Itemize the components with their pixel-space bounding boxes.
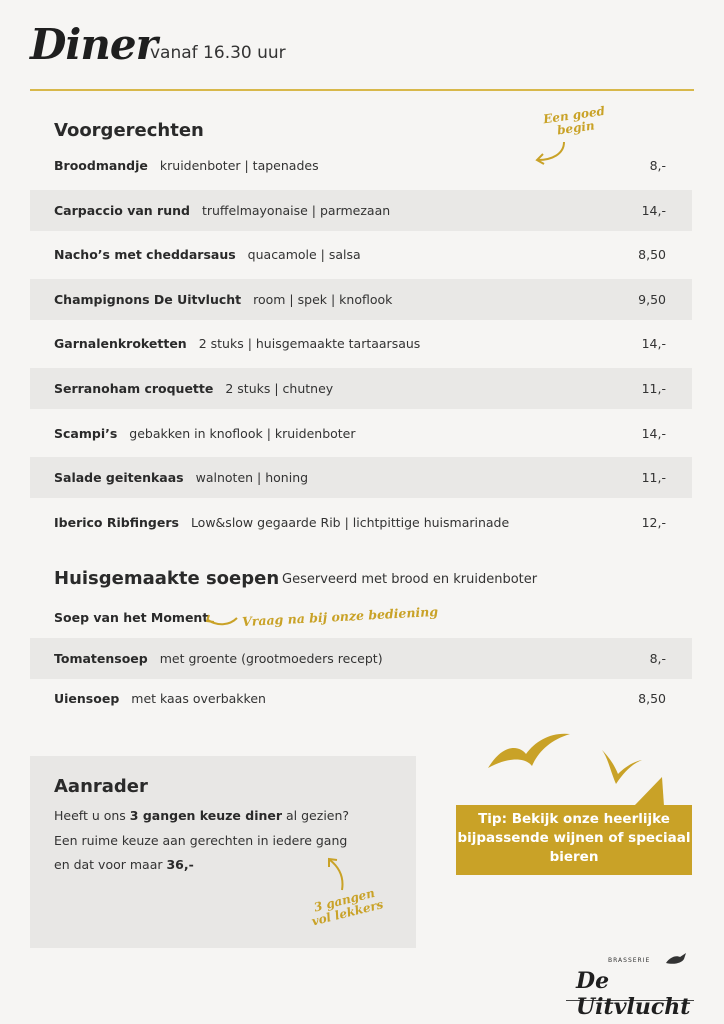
dish-price: 14,- — [641, 336, 666, 352]
section-note-soepen: Geserveerd met brood en kruidenboter — [282, 572, 538, 587]
dish-name: Garnalenkroketten — [54, 336, 187, 352]
dish-description: met kaas overbakken — [131, 691, 266, 706]
curved-arrow-icon — [205, 614, 239, 628]
menu-row — [30, 368, 692, 409]
wine-tip-box: Tip: Bekijk onze heerlijke bijpassende wijnen of speciaal bieren — [456, 805, 692, 875]
dish-name: Tomatensoep — [54, 651, 148, 666]
dish-name: Iberico Ribfingers — [54, 514, 179, 530]
aanrader-line-2: Een ruime keuze aan gerechten in iedere gang — [54, 833, 348, 848]
dish-description: kruidenboter | tapenades — [159, 158, 319, 173]
dish-price: 8,- — [649, 158, 666, 173]
menu-row — [30, 413, 692, 454]
dish-price: 11,- — [641, 470, 666, 486]
dish-description: quacamole | salsa — [247, 247, 361, 263]
dish-description: 2 stuks | huisgemaakte tartaarsaus — [198, 336, 421, 352]
dish-name: Uiensoep — [54, 691, 120, 706]
header-divider — [30, 89, 694, 91]
menu-row — [30, 457, 692, 498]
dish-description: met groente (grootmoeders recept) — [159, 651, 383, 666]
page-title: Diner — [30, 20, 157, 69]
section-title-soepen: Huisgemaakte soepen — [54, 568, 280, 589]
note-vraag-na: Vraag na bij onze bediening — [241, 603, 439, 630]
menu-row — [30, 279, 692, 320]
speech-tail — [630, 775, 670, 807]
aanrader-box — [30, 756, 416, 948]
page-subtitle: vanaf 16.30 uur — [150, 43, 286, 63]
dish-name: Salade geitenkaas — [54, 470, 184, 486]
menu-row — [30, 145, 692, 186]
dish-price: 8,- — [649, 651, 666, 666]
menu-row — [30, 190, 692, 231]
dish-price: 11,- — [641, 381, 666, 396]
dish-description: walnoten | honing — [195, 470, 309, 486]
note-een-goed-begin: Een goed begin — [542, 103, 606, 138]
dish-price: 8,50 — [638, 691, 666, 706]
section-title-voorgerechten: Voorgerechten — [54, 120, 204, 141]
menu-row — [30, 234, 692, 275]
dish-price: 14,- — [641, 425, 666, 441]
dish-name: Nacho’s met cheddarsaus — [54, 247, 236, 263]
aanrader-line-1: Heeft u ons 3 gangen keuze diner al gezien? — [54, 808, 350, 823]
dish-price: 12,- — [641, 514, 666, 530]
aanrader-title: Aanrader — [54, 776, 148, 797]
bird-icon — [486, 728, 576, 772]
dish-price: 14,- — [641, 202, 666, 218]
dish-description: room | spek | knoflook — [253, 291, 393, 307]
dish-name: Scampi’s — [54, 425, 118, 441]
dish-price: 8,50 — [638, 247, 666, 263]
dish-description: Low&slow gegaarde Rib | lichtpittige huismarinade — [190, 514, 510, 530]
menu-row — [30, 323, 692, 364]
dish-name: Champignons De Uitvlucht — [54, 291, 242, 307]
dish-price: 9,50 — [638, 291, 666, 307]
dish-description: truffelmayonaise | parmezaan — [201, 202, 391, 218]
dish-name: Broodmandje — [54, 158, 148, 173]
menu-row — [30, 502, 692, 543]
aanrader-line-3: en dat voor maar 36,- — [54, 857, 194, 872]
note-3-gangen: 3 gangen vol lekkers — [310, 885, 385, 929]
bird-icon — [664, 951, 690, 967]
brand-logo: BRASSERIE De Uitvlucht — [566, 953, 694, 1001]
dish-name: Serranoham croquette — [54, 381, 214, 396]
dish-name: Carpaccio van rund — [54, 202, 190, 218]
dish-description: 2 stuks | chutney — [225, 381, 334, 396]
menu-row — [30, 638, 692, 679]
menu-row — [30, 678, 692, 719]
curved-arrow-icon — [326, 856, 350, 892]
dish-name: Soep van het Moment — [54, 610, 209, 625]
dish-description: gebakken in knoflook | kruidenboter — [129, 425, 356, 441]
